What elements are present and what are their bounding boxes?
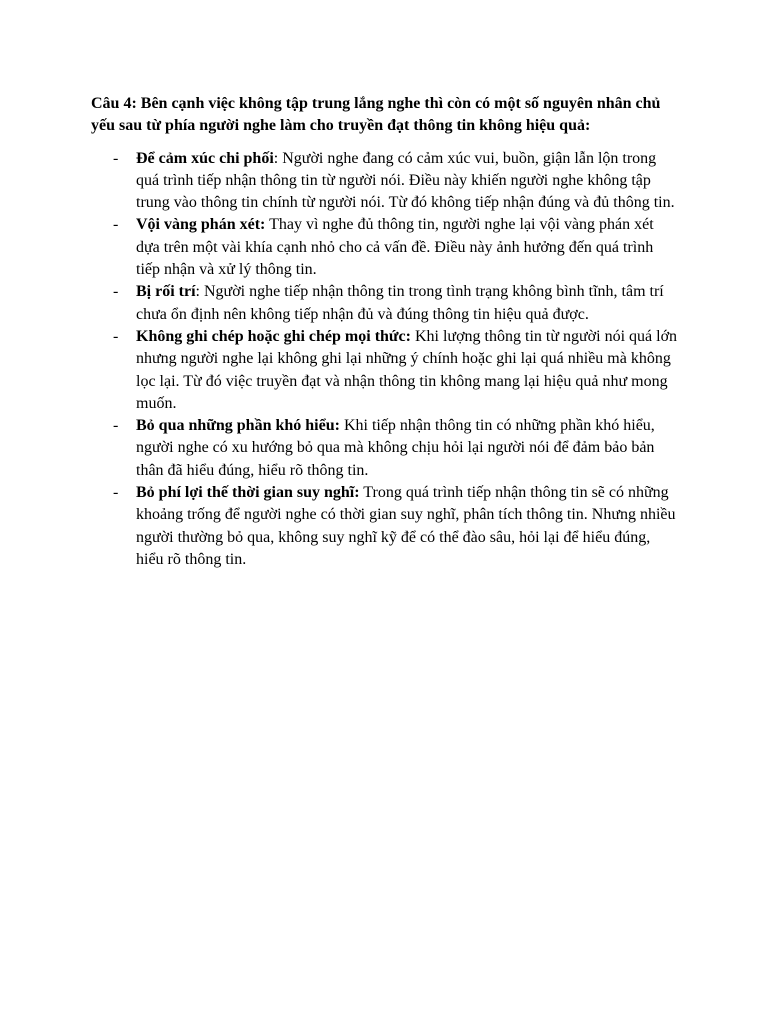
list-item: [91, 281, 681, 326]
list-bullet: -: [113, 484, 119, 502]
document-body: [91, 93, 681, 571]
list-item-text: Trong quá trình tiếp nhận thông tin sẽ có những khoảng trống để người nghe có thời gian suy nghĩ, phân tích thông tin. Nhưng nhiều người thường bỏ qua, không suy nghĩ kỹ để có thể đào sâu, hỏi lại để hiểu đúng, hiểu rõ thông tin.: [136, 484, 676, 568]
list-bullet: -: [113, 149, 119, 167]
list-bullet: -: [113, 283, 119, 301]
list-item-text: Thay vì nghe đủ thông tin, người nghe lại vội vàng phán xét dựa trên một vài khía cạnh nhỏ cho cả vấn đề. Điều này ảnh hưởng đến quá trình tiếp nhận và xử lý thông tin.: [136, 216, 654, 279]
list-bullet: -: [113, 216, 119, 234]
list-item: [91, 415, 681, 482]
list-bullet: -: [113, 327, 119, 345]
list-item: [91, 214, 681, 281]
list-item-term: Bỏ qua những phần khó hiểu:: [136, 417, 340, 435]
cause-list: [91, 148, 681, 572]
list-bullet: -: [113, 417, 119, 435]
list-item-text: Khi tiếp nhận thông tin có những phần khó hiểu, người nghe có xu hướng bỏ qua mà không chịu hỏi lại người nói để đảm bảo bản thân đã hiểu đúng, hiểu rõ thông tin.: [136, 417, 655, 479]
list-item: [91, 148, 681, 215]
list-item-term: Để cảm xúc chi phối: [136, 149, 274, 167]
list-item-term: Vội vàng phán xét:: [136, 216, 266, 234]
list-item-text: : Người nghe tiếp nhận thông tin trong tình trạng không bình tĩnh, tâm trí chưa ổn định nên không tiếp nhận đủ và đúng thông tin hiệu quả được.: [136, 283, 664, 323]
list-item-term: Bị rối trí: [136, 283, 196, 301]
list-item: [91, 482, 681, 571]
list-item-text: : Người nghe đang có cảm xúc vui, buồn, giận lẫn lộn trong quá trình tiếp nhận thông tin từ người nói. Điều này khiến người nghe không tập trung vào thông tin chính từ người nói. Từ đó không tiếp nhận đúng và đủ thông tin.: [136, 149, 675, 212]
list-item: [91, 326, 681, 415]
list-item-term: Không ghi chép hoặc ghi chép mọi thức:: [136, 327, 411, 345]
list-item-text: Khi lượng thông tin từ người nói quá lớn nhưng người nghe lại không ghi lại những ý chính hoặc ghi lại quá nhiều mà không lọc lại. Từ đó việc truyền đạt và nhận thông tin không mang lại hiệu quả như mong muốn.: [136, 327, 678, 412]
question-heading: Câu 4: Bên cạnh việc không tập trung lắng nghe thì còn có một số nguyên nhân chủ yếu sau từ phía người nghe làm cho truyền đạt thông tin không hiệu quả:: [91, 95, 661, 135]
list-item-term: Bỏ phí lợi thế thời gian suy nghĩ:: [136, 484, 360, 502]
